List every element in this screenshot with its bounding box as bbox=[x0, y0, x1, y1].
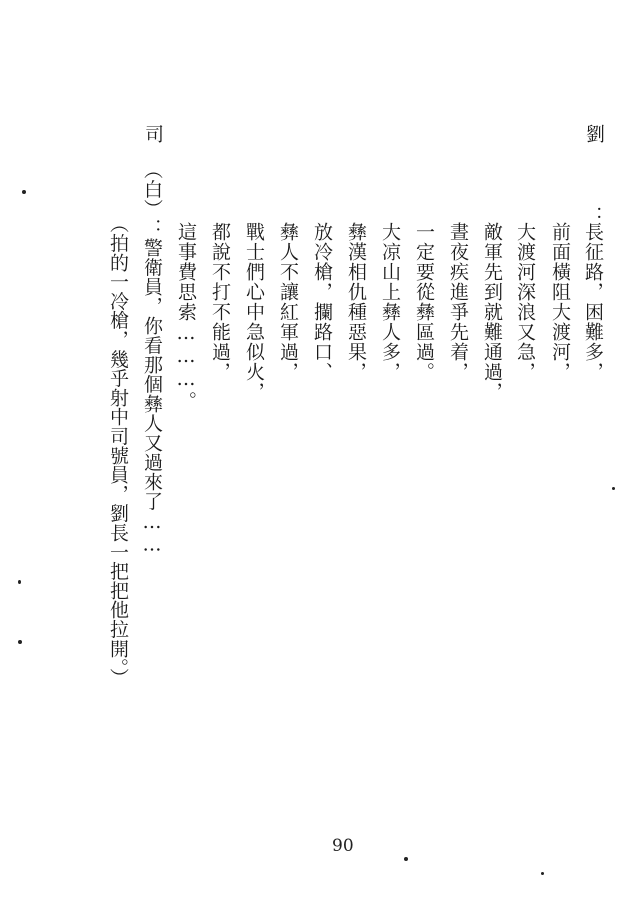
verse-line-13: 這事費思索………。 bbox=[175, 222, 197, 411]
verse-line-12: 都說不打不能過， bbox=[209, 222, 231, 382]
scan-speck bbox=[22, 190, 26, 194]
verse-line-10: 彝人不讓紅軍過， bbox=[277, 222, 299, 382]
page-number: 90 bbox=[332, 836, 354, 856]
verse-line-3: 大渡河深浪又急， bbox=[514, 222, 536, 382]
verse-line-4: 敵軍先到就難通過， bbox=[481, 222, 503, 402]
dialogue-line: （白）：警衛員，你看那個彝人又過來了…… bbox=[141, 160, 163, 556]
verse-line-1: 長征路，困難多， bbox=[582, 222, 604, 382]
verse-line-11: 戰士們心中急似火， bbox=[243, 222, 265, 402]
verse-line-2: 前面橫阻大渡河， bbox=[549, 222, 571, 382]
speaker-si: 司 bbox=[142, 124, 164, 144]
scan-speck bbox=[18, 580, 21, 584]
verse-line-5: 晝夜疾進爭先着， bbox=[447, 222, 469, 382]
verse-line-6: 一定要從彝區過。 bbox=[413, 222, 435, 382]
verse-line-8: 彝漢相仇種惡果， bbox=[345, 222, 367, 382]
verse-line-9: 放冷槍，攔路口、 bbox=[311, 222, 333, 382]
scan-speck bbox=[612, 487, 615, 490]
stage-direction: （拍的一冷槍，幾乎射中司號員，劉長一把把他拉開。） bbox=[107, 214, 129, 687]
scan-speck bbox=[541, 872, 544, 875]
speaker-liu: 劉 bbox=[583, 124, 605, 144]
scan-speck bbox=[404, 857, 408, 861]
verse-colon: ： bbox=[582, 206, 604, 226]
verse-line-7: 大凉山上彝人多， bbox=[379, 222, 401, 382]
scan-speck bbox=[18, 640, 22, 644]
